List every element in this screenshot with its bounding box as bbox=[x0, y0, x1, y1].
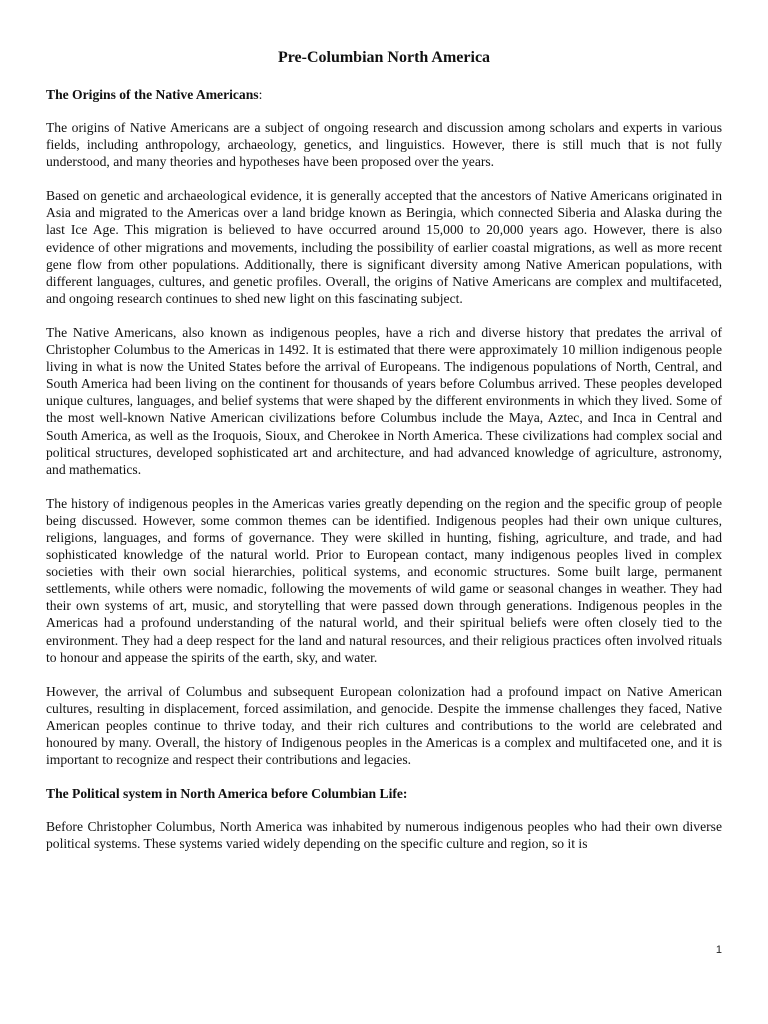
section-heading-political-system: The Political system in North America before Columbian Life: bbox=[46, 786, 408, 802]
paragraph: Before Christopher Columbus, North America was inhabited by numerous indigenous peoples who had their own diverse political systems. These systems varied widely depending on the specific culture and region, so it is bbox=[46, 819, 722, 852]
section-heading-origins-text: The Origins of the Native Americans bbox=[46, 87, 259, 102]
paragraph: The origins of Native Americans are a subject of ongoing research and discussion among scholars and experts in various fields, including anthropology, archaeology, genetics, and linguistics. However, there is still much that is not fully understood, and many theories and hypotheses have been proposed over the years. bbox=[46, 120, 722, 170]
paragraph: Based on genetic and archaeological evidence, it is generally accepted that the ancestors of Native Americans originated in Asia and migrated to the Americas over a land bridge known as Beringia, which connected Siberia and Alaska during the last Ice Age. This migration is believed to have occurred around 15,000 to 20,000 years ago. However, there is also evidence of other migrations and movements, including the possibility of earlier coastal migrations, as well as more recent gene flow from other populations. Additionally, there is significant diversity among Native American populations, with different languages, cultures, and genetic profiles. Overall, the origins of Native Americans are complex and multifaceted, and ongoing research continues to shed new light on this fascinating subject. bbox=[46, 188, 722, 306]
paragraph: The history of indigenous peoples in the Americas varies greatly depending on the region and the specific group of people being discussed. However, some common themes can be identified. Indigenous peoples had their own unique cultures, religions, languages, and forms of governance. They were skilled in hunting, fishing, agriculture, and trade, and had sophisticated knowledge of the natural world. Prior to European contact, many indigenous peoples lived in complex societies with their own social hierarchies, political systems, and economic structures. Some built large, permanent settlements, while others were nomadic, following the movements of wild game or seasonal changes in weather. They had their own systems of art, music, and storytelling that were passed down through generations. Indigenous peoples in the Americas had a profound understanding of the natural world, and their spiritual beliefs were often closely tied to the environment. They had a deep respect for the land and natural resources, and their religious practices often involved rituals to honour and appease the spirits of the earth, sky, and water. bbox=[46, 495, 722, 665]
section-heading-origins bbox=[46, 86, 722, 103]
paragraph: The Native Americans, also known as indigenous peoples, have a rich and diverse history that predates the arrival of Christopher Columbus to the Americas in 1492. It is estimated that there were approximately 10 million indigenous people living in what is now the United States before the arrival of Europeans. The indigenous populations of North, Central, and South America had been living on the continent for thousands of years before Columbus arrived. These peoples developed unique cultures, languages, and belief systems that were shaped by the different environments in which they lived. Some of the most well-known Native American civilizations before Columbus include the Maya, Aztec, and Inca in Central and South America, as well as the Iroquois, Sioux, and Cherokee in North America. These civilizations had complex social and political structures, developed sophisticated art and architecture, and had advanced knowledge of agriculture, astronomy, and mathematics. bbox=[46, 324, 722, 477]
document-title: Pre-Columbian North America bbox=[277, 49, 491, 66]
section-heading-colon: : bbox=[258, 87, 263, 102]
document-page bbox=[46, 46, 722, 869]
paragraph: However, the arrival of Columbus and subsequent European colonization had a profound impact on Native American cultures, resulting in displacement, forced assimilation, and genocide. Despite the immense challenges they faced, Native American peoples continue to thrive today, and their rich cultures and contributions to the world are celebrated and honoured by many. Overall, the history of Indigenous peoples in the Americas is a complex and multifaceted one, and it is important to recognize and respect their contributions and legacies. bbox=[46, 683, 722, 768]
page-number: 1 bbox=[715, 944, 722, 956]
